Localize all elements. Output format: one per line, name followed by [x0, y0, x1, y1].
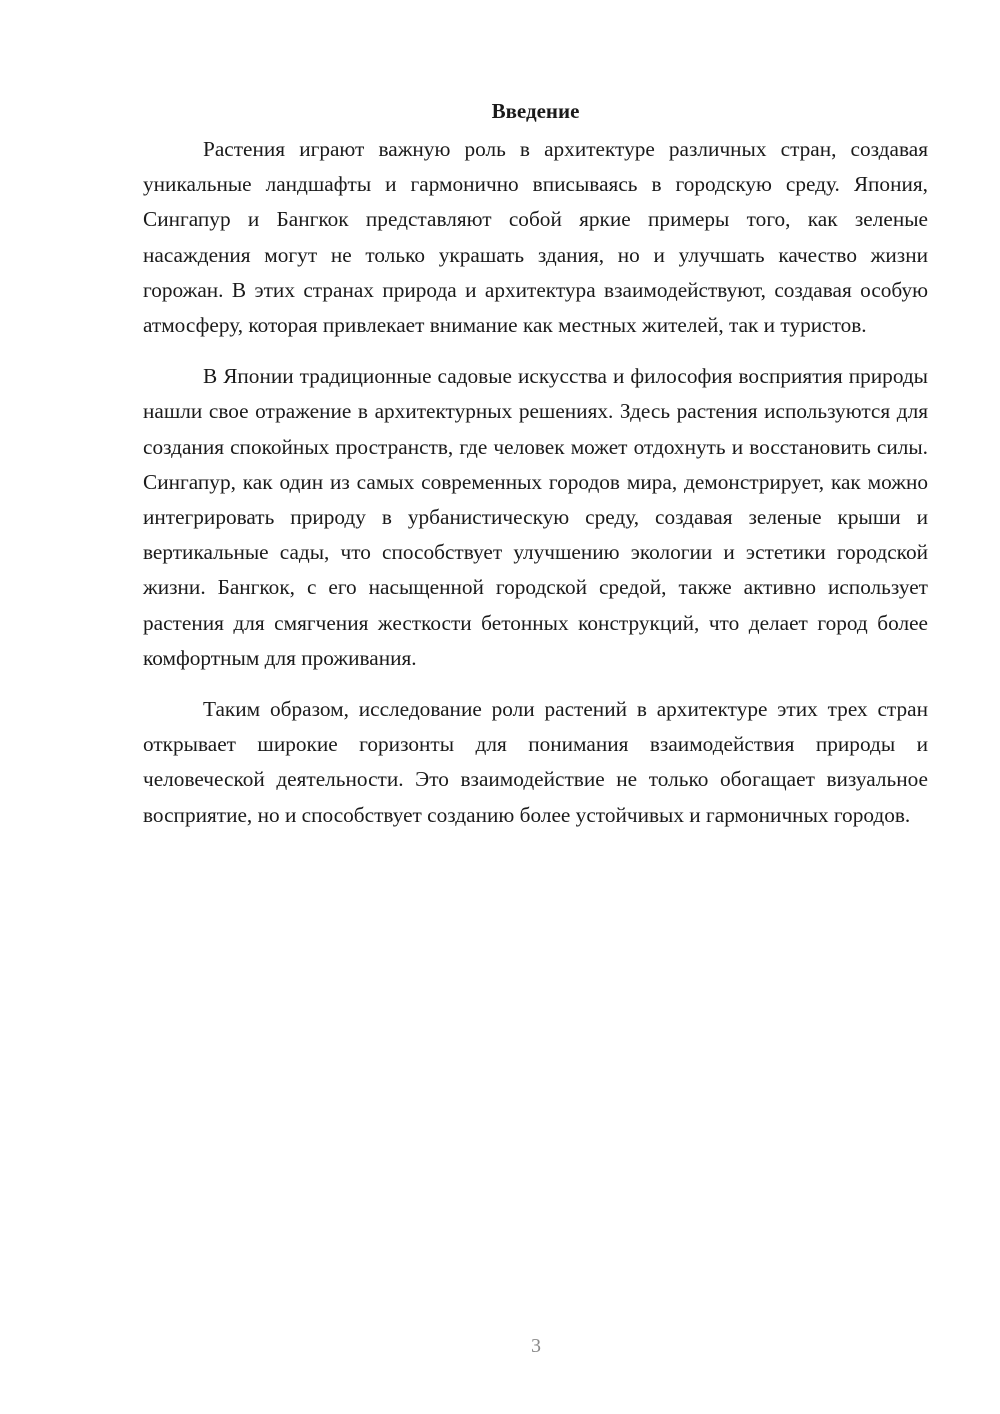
page-number: 3 — [531, 1335, 541, 1357]
paragraph-intro: Растения играют важную роль в архитектуре различных стран, создавая уникальные ландшафты и гармонично вписываясь в городскую среду. Япония, Сингапур и Бангкок представляют собой яркие примеры того, как зеленые насаждения могут не только украшать здания, но и улучшать качество жизни горожан. В этих странах природа и архитектура взаимодействуют, создавая особую атмосферу, которая привлекает внимание как местных жителей, так и туристов. — [143, 137, 928, 338]
paragraph-conclusion: Таким образом, исследование роли растений в архитектуре этих трех стран открывает широкие горизонты для понимания взаимодействия природы и человеческой деятельности. Это взаимодействие не только обогащает визуальное восприятие, но и способствует созданию более устойчивых и гармоничных городов. — [143, 697, 928, 827]
document-body — [143, 96, 928, 833]
section-title: Введение — [491, 99, 580, 123]
paragraph-japan-singapore-bangkok: В Японии традиционные садовые искусства и философия восприятия природы нашли свое отражение в архитектурных решениях. Здесь растения используются для создания спокойных пространств, где человек может отдохнуть и восстановить силы. Сингапур, как один из самых современных городов мира, демонстрирует, как можно интегрировать природу в урбанистическую среду, создавая зеленые крыши и вертикальные сады, что способствует улучшению экологии и эстетики городской жизни. Бангкок, с его насыщенной городской средой, также активно использует растения для смягчения жесткости бетонных конструкций, что делает город более комфортным для проживания. — [143, 364, 928, 670]
